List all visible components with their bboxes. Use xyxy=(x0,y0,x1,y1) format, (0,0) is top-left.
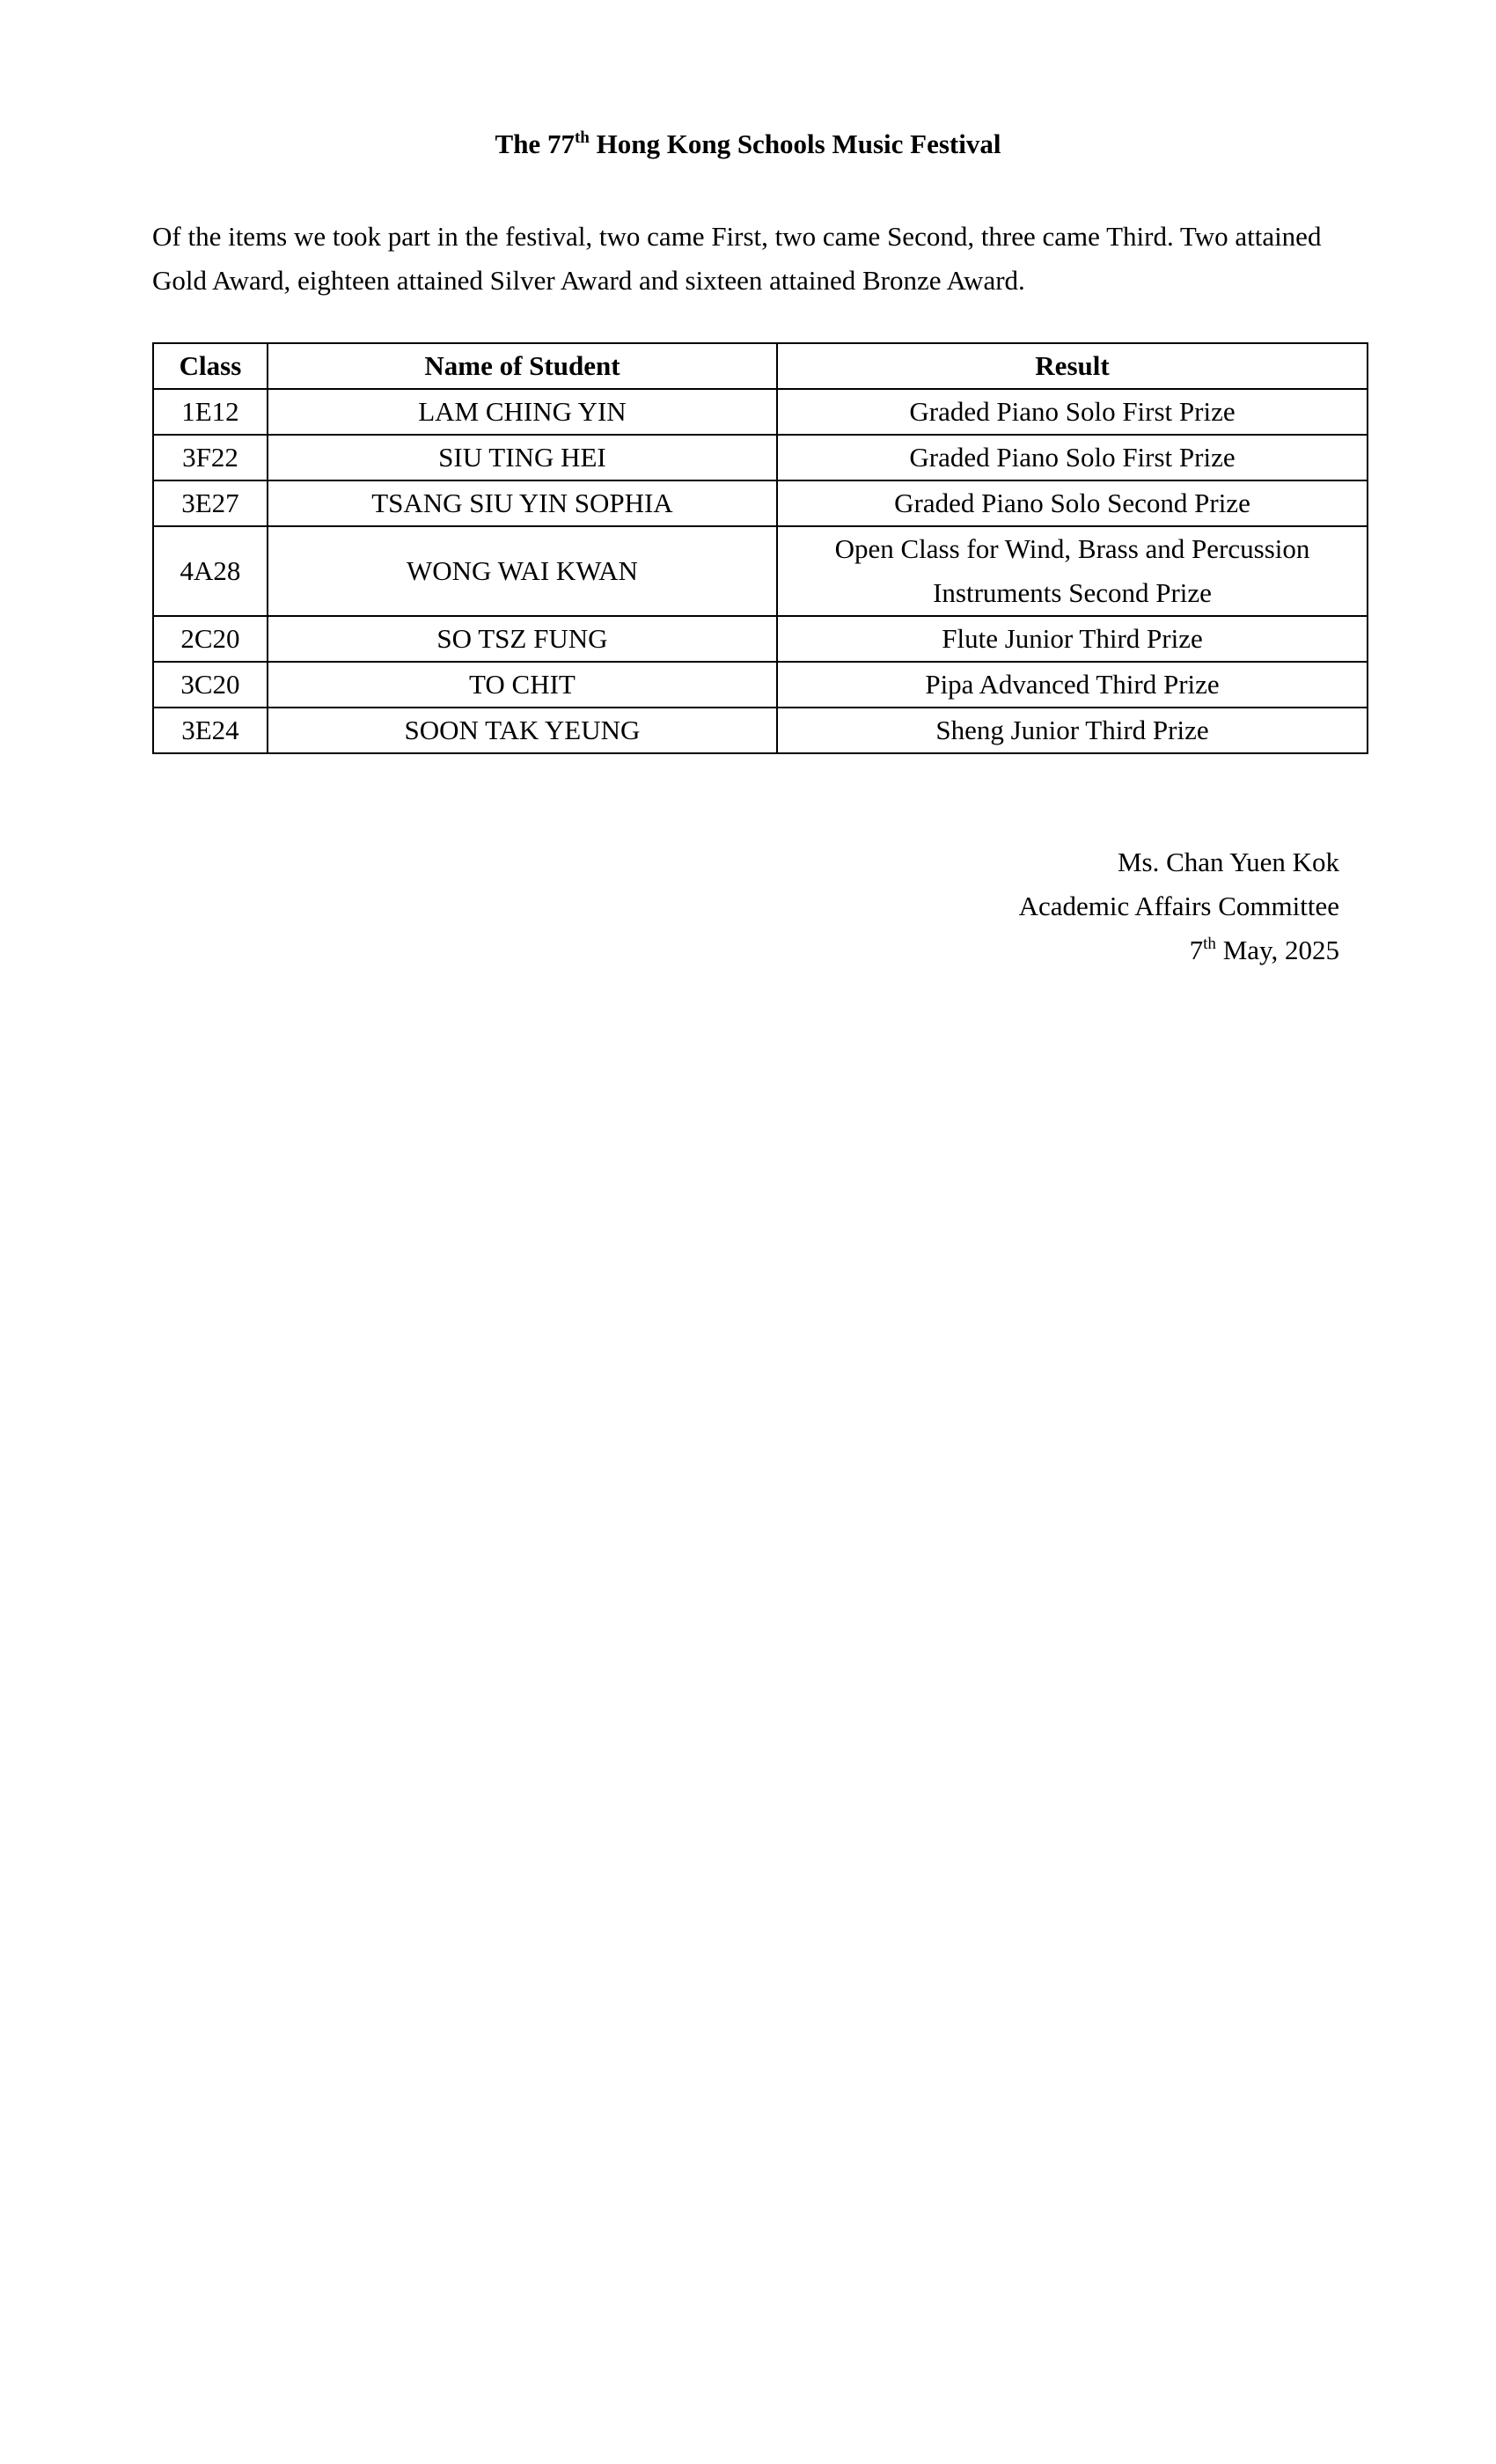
class-cell: 3F22 xyxy=(153,435,268,480)
result-line: Graded Piano Solo First Prize xyxy=(909,442,1236,473)
date-rest: May, 2025 xyxy=(1215,935,1339,965)
student-name-cell: TSANG SIU YIN SOPHIA xyxy=(268,480,777,526)
student-name-cell: SIU TING HEI xyxy=(268,435,777,480)
student-name-cell: LAM CHING YIN xyxy=(268,389,777,435)
result-cell xyxy=(777,480,1368,526)
class-cell: 2C20 xyxy=(153,616,268,662)
results-table xyxy=(152,342,1368,754)
table-row xyxy=(153,389,1368,435)
table-row xyxy=(153,480,1368,526)
class-cell: 3C20 xyxy=(153,662,268,708)
result-line: Graded Piano Solo First Prize xyxy=(909,396,1236,427)
table-row xyxy=(153,435,1368,480)
table-row xyxy=(153,708,1368,753)
signature-block xyxy=(1019,840,1339,972)
class-cell: 4A28 xyxy=(153,526,268,616)
result-line: Instruments Second Prize xyxy=(933,577,1212,608)
title-prefix: The 77 xyxy=(495,128,575,159)
result-line: Pipa Advanced Third Prize xyxy=(925,669,1220,700)
title-ordinal: th xyxy=(574,128,590,147)
result-line: Flute Junior Third Prize xyxy=(942,623,1203,654)
result-cell xyxy=(777,435,1368,480)
student-name-cell: SO TSZ FUNG xyxy=(268,616,777,662)
student-name-cell: SOON TAK YEUNG xyxy=(268,708,777,753)
result-cell xyxy=(777,526,1368,616)
result-line: Graded Piano Solo Second Prize xyxy=(894,488,1250,518)
document-date xyxy=(1019,928,1339,972)
date-day: 7 xyxy=(1189,935,1204,965)
student-name-cell: WONG WAI KWAN xyxy=(268,526,777,616)
table-row xyxy=(153,662,1368,708)
table-row xyxy=(153,616,1368,662)
table-row xyxy=(153,526,1368,616)
document-title xyxy=(0,127,1496,162)
class-cell: 3E27 xyxy=(153,480,268,526)
header-class: Class xyxy=(153,343,268,389)
committee-name: Academic Affairs Committee xyxy=(1018,891,1339,921)
result-line: Open Class for Wind, Brass and Percussion xyxy=(834,533,1310,564)
header-result: Result xyxy=(777,343,1368,389)
intro-paragraph: Of the items we took part in the festival, two came First, two came Second, three came Third. Two attained Gold Award, eighteen attained Silver Award and sixteen attained Bronze Award. xyxy=(152,221,1322,296)
class-cell: 3E24 xyxy=(153,708,268,753)
result-cell xyxy=(777,662,1368,708)
date-ordinal: th xyxy=(1203,935,1216,953)
class-cell: 1E12 xyxy=(153,389,268,435)
title-suffix: Hong Kong Schools Music Festival xyxy=(589,128,1001,159)
result-cell xyxy=(777,616,1368,662)
table-header-row xyxy=(153,343,1368,389)
result-cell xyxy=(777,389,1368,435)
result-line: Sheng Junior Third Prize xyxy=(935,715,1209,745)
student-name-cell: TO CHIT xyxy=(268,662,777,708)
result-cell xyxy=(777,708,1368,753)
header-name: Name of Student xyxy=(268,343,777,389)
signatory-name: Ms. Chan Yuen Kok xyxy=(1117,847,1339,877)
